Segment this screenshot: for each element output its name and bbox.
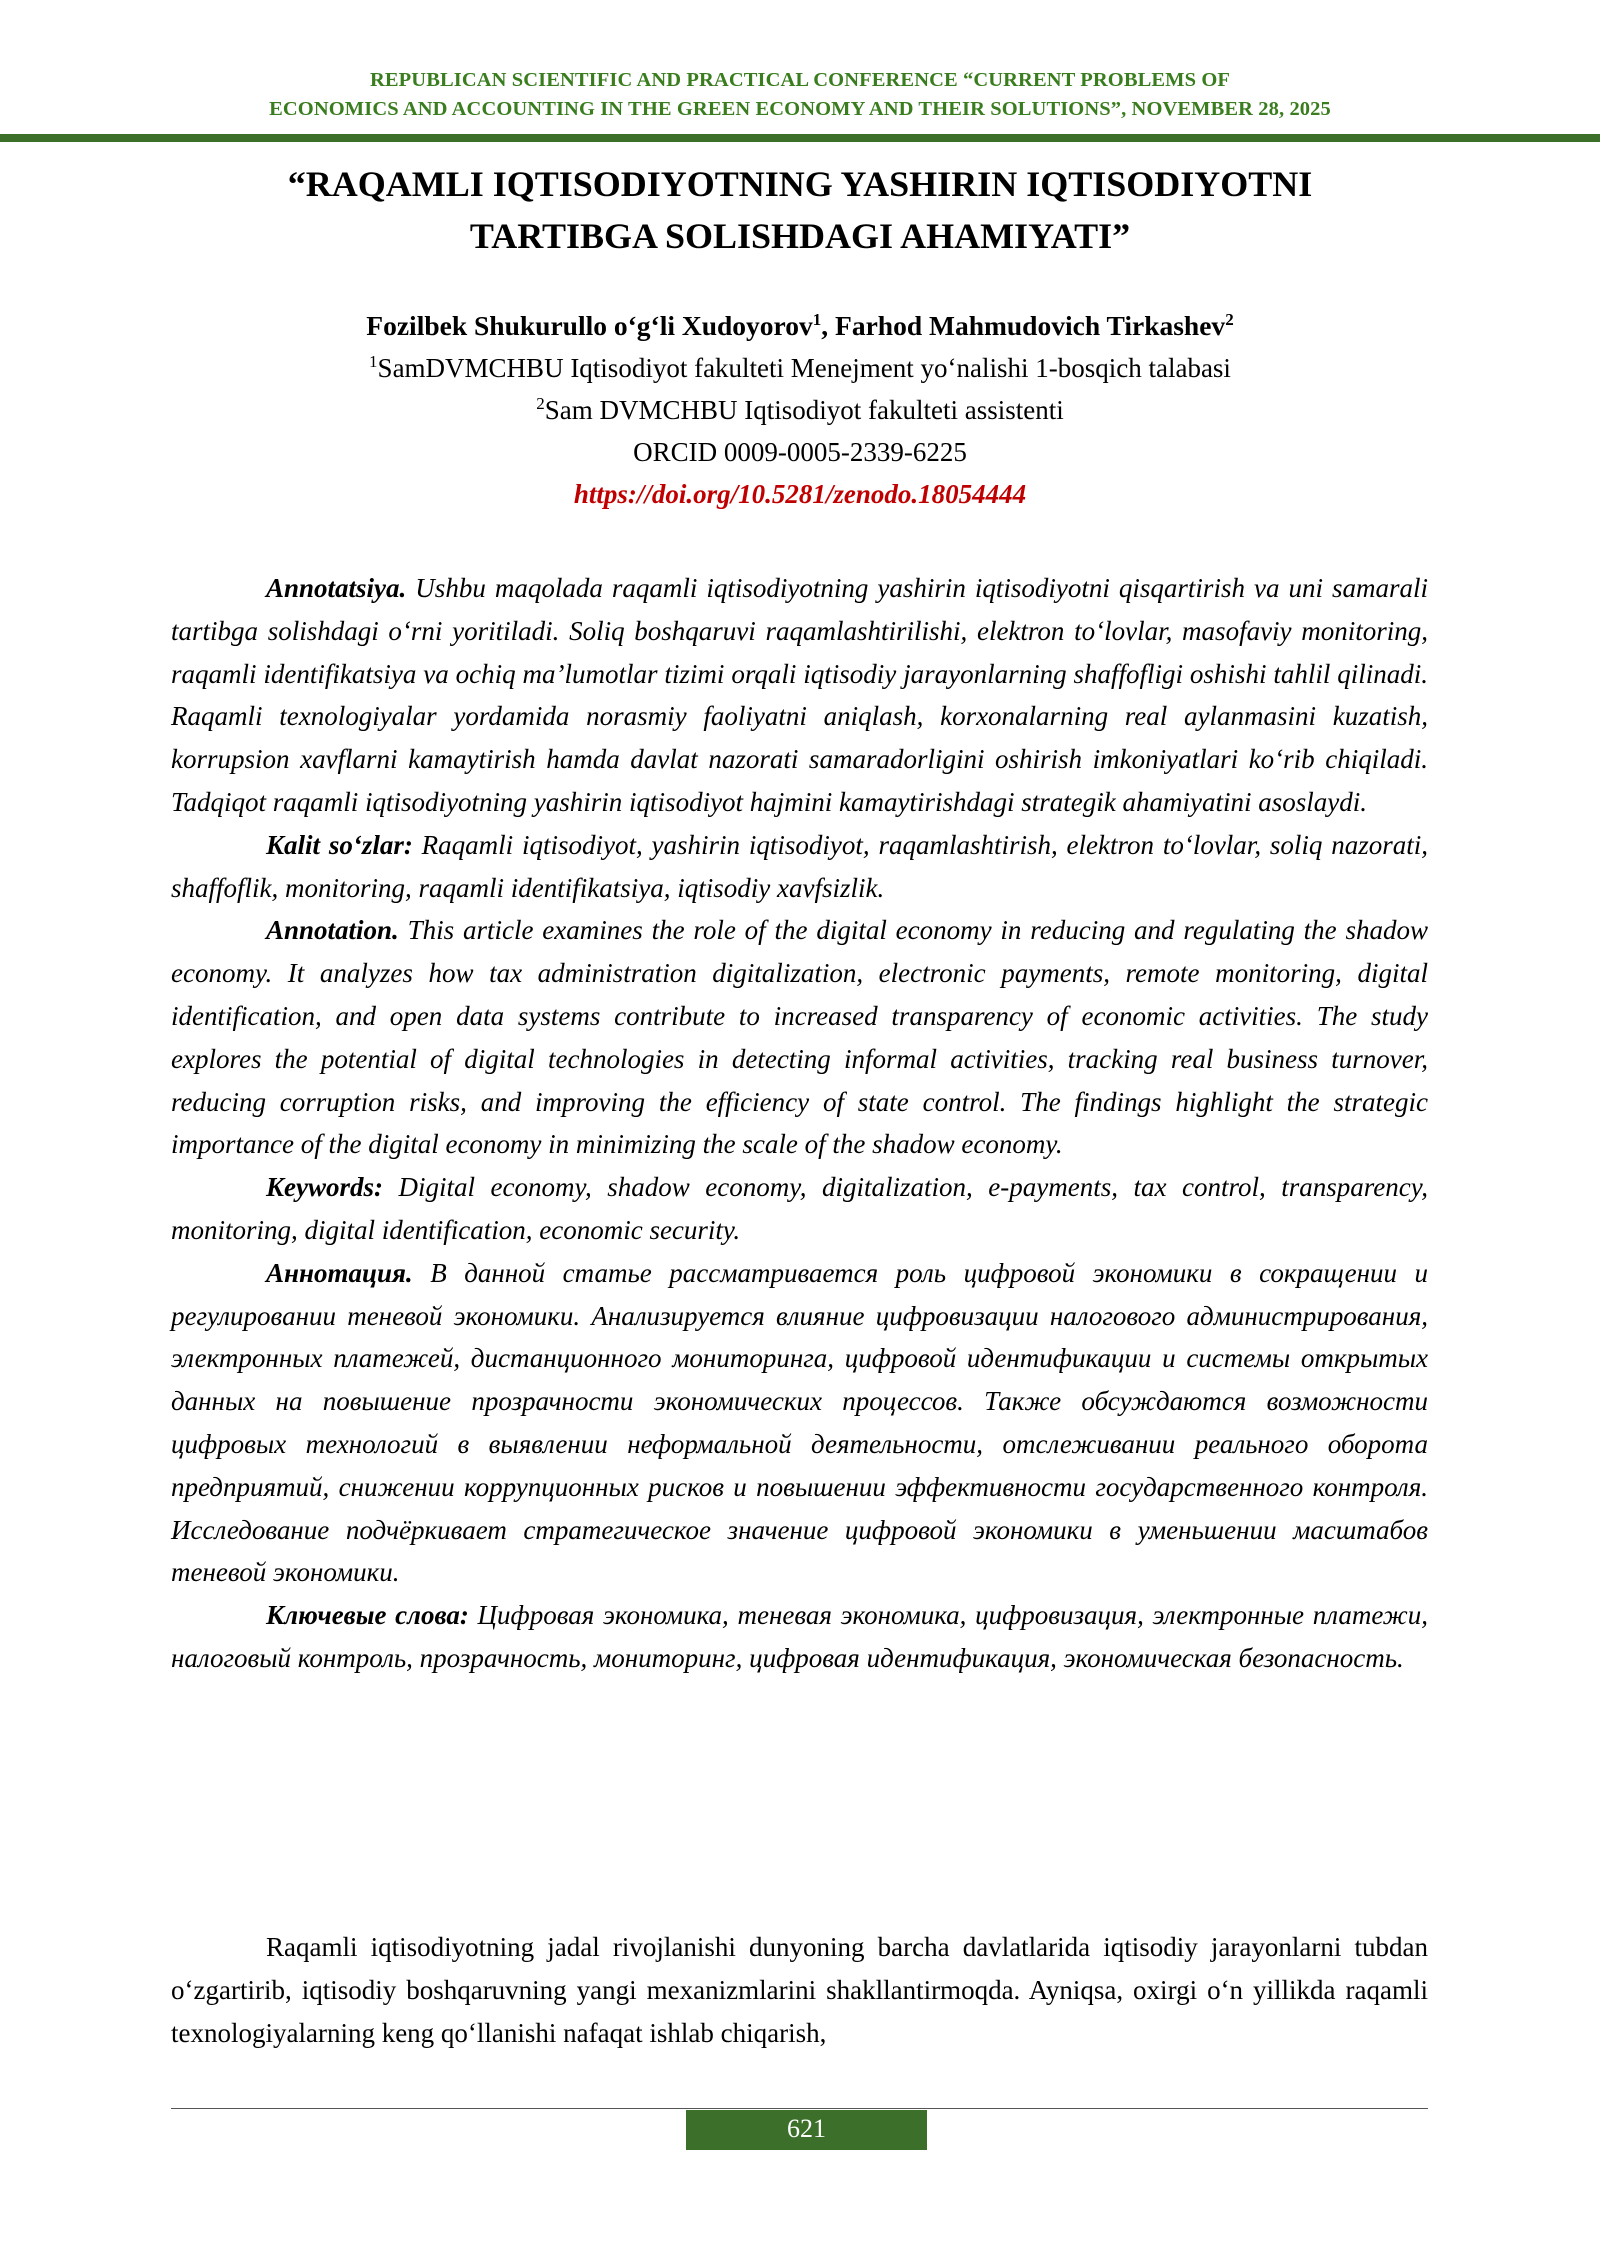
annotatsiya-uz — [171, 567, 1428, 824]
author-2-sup: 2 — [1225, 309, 1234, 329]
annotation-label: Annotation. — [266, 915, 399, 946]
page-number: 621 — [686, 2110, 927, 2150]
affiliation-1-text: SamDVMCHBU Iqtisodiyot fakulteti Menejment yo‘nalishi 1-bosqich talabasi — [377, 353, 1231, 383]
conference-header-line2: ECONOMICS AND ACCOUNTING IN THE GREEN ECONOMY AND THEIR SOLUTIONS”, NOVEMBER 28, 2025 — [269, 98, 1331, 120]
keywords-label: Keywords: — [266, 1172, 383, 1203]
klyuchevye-slova-text: Цифровая экономика, теневая экономика, цифровизация, электронные платежи, налоговый контроль, прозрачность, мониторинг, цифровая идентификация, экономическая безопасность. — [171, 1600, 1428, 1673]
abstracts-section — [171, 567, 1428, 1680]
affiliation-2-text: Sam DVMCHBU Iqtisodiyot fakulteti assistenti — [544, 395, 1064, 425]
annotatsiya-ru-label: Аннотация. — [266, 1257, 413, 1288]
keywords-en — [171, 1166, 1428, 1252]
conference-header — [0, 66, 1600, 124]
kalit-sozlar-text: Raqamli iqtisodiyot, yashirin iqtisodiyot, raqamlashtirish, elektron to‘lovlar, soliq nazorati, shaffoflik, monitoring, raqamli identifikatsiya, iqtisodiy xavfsizlik. — [171, 829, 1428, 903]
annotation-text: This article examines the role of the digital economy in reducing and regulating the shadow economy. It analyzes how tax administration digitalization, electronic payments, remote monitoring, digital identification, and open data systems contribute to increased transparency of economic activities. The study explores the potential of digital technologies in detecting informal activities, tracking real business turnover, reducing corruption risks, and improving the efficiency of state control. The findings highlight the strategic importance of the digital economy in minimizing the scale of the shadow economy. — [171, 915, 1428, 1160]
doi-link[interactable]: https://doi.org/10.5281/zenodo.18054444 — [573, 479, 1027, 509]
body-section — [171, 1926, 1428, 2054]
footer-divider — [171, 2108, 1428, 2109]
affiliation-2-sup: 2 — [536, 394, 545, 413]
author-1-sup: 1 — [812, 309, 822, 329]
author-separator: , — [821, 310, 836, 341]
keywords-text: Digital economy, shadow economy, digitalization, e-payments, tax control, transparency, monitoring, digital identification, economic security. — [171, 1172, 1428, 1245]
annotation-en — [171, 909, 1428, 1166]
body-paragraph: Raqamli iqtisodiyotning jadal rivojlanishi dunyoning barcha davlatlarida iqtisodiy jarayonlarni tubdan o‘zgartirib, iqtisodiy boshqaruvning yangi mexanizmlarini shakllantirmoqda. Ayniqsa, oxirgi o‘n yillikda raqamli texnologiyalarning keng qo‘llanishi nafaqat ishlab chiqarish, — [171, 1932, 1428, 2048]
conference-header-line1: REPUBLICAN SCIENTIFIC AND PRACTICAL CONFERENCE “CURRENT PROBLEMS OF — [369, 69, 1231, 91]
author-line — [100, 305, 1500, 347]
klyuchevye-slova-label: Ключевые слова: — [266, 1600, 469, 1631]
author-block — [100, 305, 1500, 515]
annotatsiya-label: Annotatsiya. — [266, 573, 407, 603]
author-1-name: Fozilbek Shukurullo o‘g‘li Xudoyorov — [366, 310, 813, 341]
title-line2: TARTIBGA SOLISHDAGI AHAMIYATI” — [469, 216, 1131, 256]
affiliation-1-sup: 1 — [369, 352, 378, 371]
kalit-sozlar-label: Kalit so‘zlar: — [266, 829, 413, 860]
klyuchevye-slova — [171, 1594, 1428, 1680]
kalit-sozlar — [171, 824, 1428, 910]
paper-title — [100, 158, 1500, 262]
orcid: ORCID 0009-0005-2339-6225 — [633, 437, 967, 467]
header-divider — [0, 134, 1600, 142]
annotatsiya-ru-text: В данной статье рассматривается роль цифровой экономики в сокращении и регулировании теневой экономики. Анализируется влияние цифровизации налогового администрирования, электронных платежей, дистанционного мониторинга, цифровой идентификации и системы открытых данных на повышение прозрачности экономических процессов. Также обсуждаются возможности цифровых технологий в выявлении неформальной деятельности, отслеживании реального оборота предприятий, снижении коррупционных рисков и повышении эффективности государственного контроля. Исследование подчёркивает стратегическое значение цифровой экономики в уменьшении масштабов теневой экономики. — [171, 1257, 1428, 1588]
author-2-name: Farhod Mahmudovich Tirkashev — [835, 310, 1226, 341]
affiliation-1 — [100, 347, 1500, 389]
annotatsiya-text: Ushbu maqolada raqamli iqtisodiyotning yashirin iqtisodiyotni qisqartirish va uni samarali tartibga solishdagi o‘rni yoritiladi. Soliq boshqaruvi raqamlashtirilishi, elektron to‘lovlar, masofaviy monitoring, raqamli identifikatsiya va ochiq ma’lumotlar tizimi orqali iqtisodiy jarayonlarning shaffofligi oshishi tahlil qilinadi. Raqamli texnologiyalar yordamida norasmiy faoliyatni aniqlash, korxonalarning real aylanmasini kuzatish, korrupsion xavflarni kamaytirish hamda davlat nazorati samaradorligini oshirish imkoniyatlari ko‘rib chiqiladi. Tadqiqot raqamli iqtisodiyotning yashirin iqtisodiyot hajmini kamaytirishdagi strategik ahamiyatini asoslaydi. — [171, 573, 1428, 817]
annotatsiya-ru — [171, 1252, 1428, 1594]
affiliation-2 — [100, 389, 1500, 431]
title-line1: “RAQAMLI IQTISODIYOTNING YASHIRIN IQTISODIYOTNI — [287, 164, 1313, 204]
